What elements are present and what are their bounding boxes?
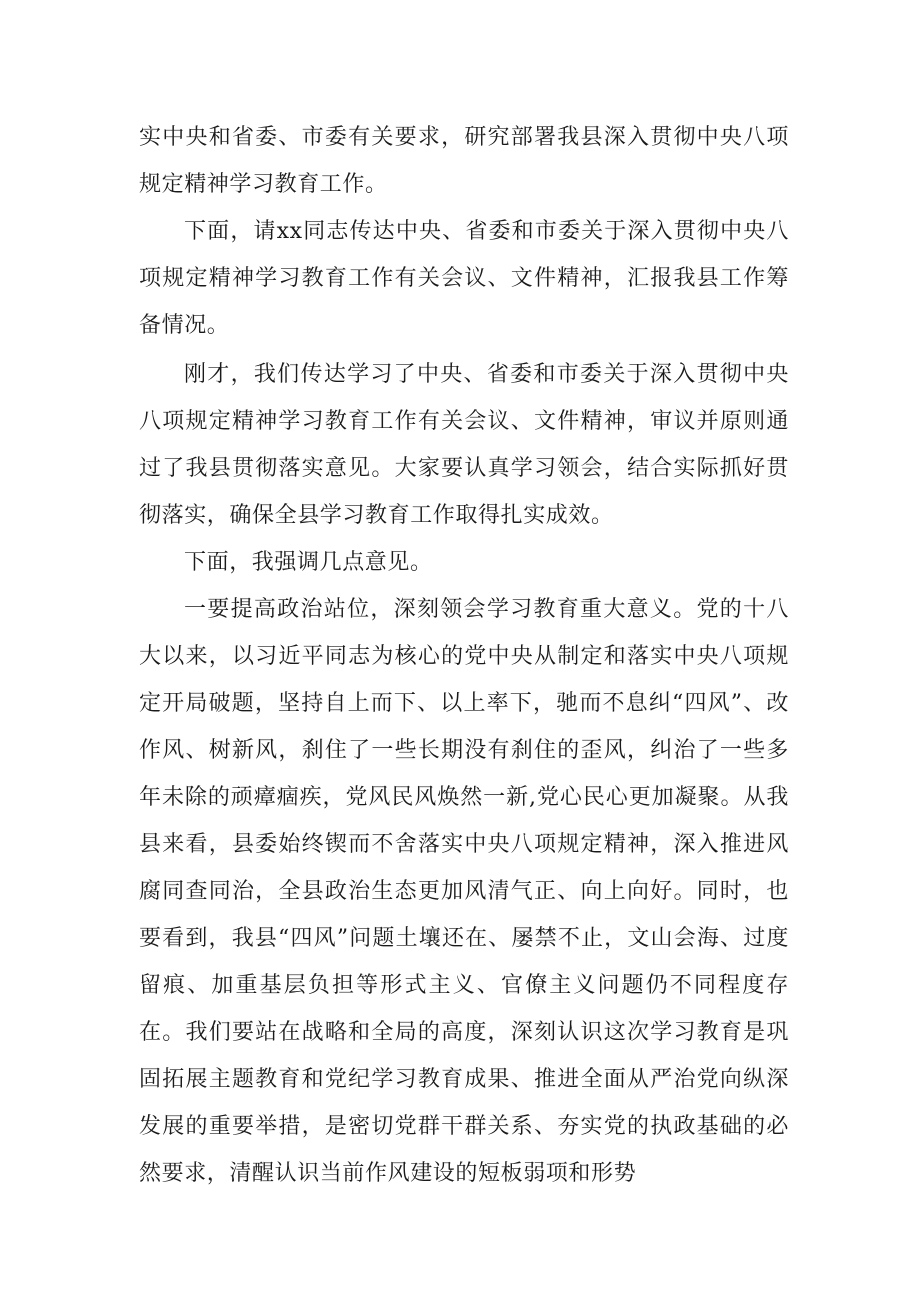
paragraph-transmit-instruction: 下面，请xx同志传达中央、省委和市委关于深入贯彻中央八项规定精神学习教育工作有关会议、文件精神，汇报我县工作筹备情况。 — [139, 219, 789, 338]
paragraph-summary: 刚才，我们传达学习了中央、省委和市委关于深入贯彻中央八项规定精神学习教育工作有关会议、文件精神，审议并原则通过了我县贯彻落实意见。大家要认真学习领会，结合实际抓好贯彻落实，确保全县学习教育工作取得扎实成效。 — [139, 362, 789, 528]
text-block-main — [139, 351, 789, 1197]
paragraph-point-one: 一要提高政治站位，深刻领会学习教育重大意义。党的十八大以来，以习近平同志为核心的党中央从制定和落实中央八项规定开局破题，坚持自上而下、以上率下，驰而不息纠“四风”、改作风、树新风，刹住了一些长期没有刹住的歪风，纠治了一些多年未除的顽瘴痼疾，党风民风焕然一新,党心民心更加凝聚。从我县来看，县委始终锲而不舍落实中央八项规定精神，深入推进风腐同查同治，全县政治生态更加风清气正、向上向好。同时，也要看到，我县“四风”问题土壤还在、屡禁不止，文山会海、过度留痕、加重基层负担等形式主义、官僚主义问题仍不同程度存在。我们要站在战略和全局的高度，深刻认识这次学习教育是巩固拓展主题教育和党纪学习教育成果、推进全面从严治党向纵深发展的重要举措，是密切党群干群关系、夯实党的执政基础的必然要求，清醒认识当前作风建设的短板弱项和形势 — [139, 597, 789, 1186]
text-block-continuation — [139, 114, 789, 208]
paragraph-continuation: 实中央和省委、市委有关要求，研究部署我县深入贯彻中央八项规定精神学习教育工作。 — [139, 125, 789, 197]
paragraph-emphasis-intro: 下面，我强调几点意见。 — [184, 550, 433, 575]
text-block-transmit — [139, 208, 789, 349]
